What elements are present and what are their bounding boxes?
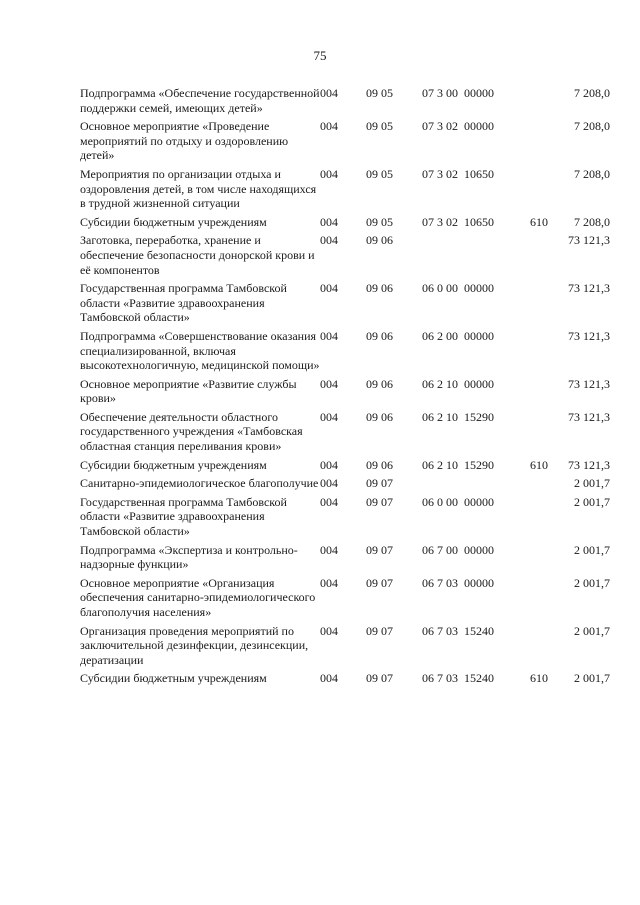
row-amount: 2 001,7 [574,476,610,491]
table-row [80,624,610,668]
row-expense-type: 610 [530,671,548,686]
row-name: Подпрограмма «Обеспечение государственной поддержки семей, имеющих детей» [80,86,320,115]
row-ved-code: 004 [320,166,338,181]
row-ved-code: 004 [320,494,338,509]
row-name: Санитарно-эпидемиологическое благополучие [80,476,319,491]
table-row [80,281,610,325]
row-name: Обеспечение деятельности областного государственного учреждения «Тамбовская областная станция переливания крови» [80,409,303,454]
row-target-code: 06 2 10 00000 [422,376,494,391]
row-section-code: 09 07 [366,542,393,557]
row-target-code: 07 3 02 10650 [422,214,494,229]
row-amount: 2 001,7 [574,671,610,686]
row-amount: 7 208,0 [574,166,610,181]
row-section-code: 09 06 [366,409,393,424]
row-expense-type: 610 [530,214,548,229]
row-ved-code: 004 [320,409,338,424]
table-row [80,215,610,230]
row-name: Субсидии бюджетным учреждениям [80,671,267,686]
table-row [80,377,610,406]
row-target-code: 06 2 10 15290 [422,457,494,472]
row-ved-code: 004 [320,86,338,100]
row-amount: 73 121,3 [568,457,610,472]
row-name: Основное мероприятие «Развитие службы крови» [80,376,297,406]
row-section-code: 09 05 [366,119,393,134]
row-section-code: 09 07 [366,623,393,638]
row-ved-code: 004 [320,457,338,472]
table-row [80,671,610,686]
row-target-code: 06 7 03 00000 [422,575,494,590]
table-row [80,167,610,211]
row-ved-code: 004 [320,328,338,343]
row-amount: 7 208,0 [574,86,610,100]
row-section-code: 09 06 [366,328,393,343]
row-name: Субсидии бюджетным учреждениям [80,214,267,229]
table-row [80,476,610,491]
row-ved-code: 004 [320,376,338,391]
row-name: Организация проведения мероприятий по заключительной дезинфекции, дезинсекции, дератизации [80,623,309,667]
table-row [80,86,610,115]
row-target-code: 06 7 03 15240 [422,671,494,686]
row-section-code: 09 06 [366,281,393,296]
row-section-code: 09 05 [366,166,393,181]
row-ved-code: 004 [320,233,338,248]
row-name: Подпрограмма «Экспертиза и контрольно-надзорные функции» [80,542,298,572]
row-section-code: 09 06 [366,376,393,391]
row-name: Субсидии бюджетным учреждениям [80,457,267,472]
row-target-code: 06 2 10 15290 [422,409,494,424]
row-name: Подпрограмма «Совершенствование оказания специализированной, включая высокотехнологичную, медицинской помощи» [80,328,320,373]
row-target-code: 07 3 02 10650 [422,166,494,181]
row-ved-code: 004 [320,542,338,557]
page-number: 75 [313,48,327,63]
row-expense-type: 610 [530,457,548,472]
row-target-code: 06 0 00 00000 [422,494,494,509]
row-name: Государственная программа Тамбовской области «Развитие здравоохранения Тамбовской области» [80,281,287,325]
row-amount: 73 121,3 [568,409,610,424]
row-amount: 73 121,3 [568,376,610,391]
row-section-code: 09 05 [366,214,393,229]
row-ved-code: 004 [320,575,338,590]
row-target-code: 06 7 00 00000 [422,542,494,557]
table-row [80,495,610,539]
row-amount: 73 121,3 [568,281,610,296]
row-amount: 7 208,0 [574,119,610,134]
row-name: Заготовка, переработка, хранение и обеспечение безопасности донорской крови и её компонентов [80,233,315,277]
table-row [80,458,610,473]
row-ved-code: 004 [320,281,338,296]
row-ved-code: 004 [320,476,338,491]
row-amount: 2 001,7 [574,623,610,638]
row-amount: 73 121,3 [568,233,610,248]
row-name: Основное мероприятие «Организация обеспечения санитарно-эпидемиологического благополучия населения» [80,575,316,619]
table-row [80,410,610,454]
row-section-code: 09 07 [366,494,393,509]
row-name: Государственная программа Тамбовской области «Развитие здравоохранения Тамбовской области» [80,494,287,539]
row-ved-code: 004 [320,214,338,229]
row-ved-code: 004 [320,623,338,638]
row-target-code: 07 3 02 00000 [422,119,494,134]
row-name: Основное мероприятие «Проведение мероприятий по отдыху и оздоровлению детей» [80,119,289,163]
row-amount: 7 208,0 [574,214,610,229]
row-section-code: 09 06 [366,233,393,248]
table-row [80,576,610,620]
row-ved-code: 004 [320,671,338,686]
table-row [80,543,610,572]
row-section-code: 09 07 [366,671,393,686]
row-section-code: 09 07 [366,575,393,590]
row-ved-code: 004 [320,119,338,134]
row-amount: 2 001,7 [574,494,610,509]
row-amount: 73 121,3 [568,328,610,343]
row-section-code: 09 07 [366,476,393,491]
table-row [80,329,610,373]
row-section-code: 09 06 [366,457,393,472]
row-target-code: 06 7 03 15240 [422,623,494,638]
row-amount: 2 001,7 [574,542,610,557]
row-section-code: 09 05 [366,86,393,100]
table-row [80,119,610,163]
table-row [80,233,610,277]
row-amount: 2 001,7 [574,575,610,590]
budget-table [80,86,610,690]
row-target-code: 07 3 00 00000 [422,86,494,100]
row-target-code: 06 0 00 00000 [422,281,494,296]
row-target-code: 06 2 00 00000 [422,328,494,343]
row-name: Мероприятия по организации отдыха и оздоровления детей, в том числе находящихся в трудной жизненной ситуации [80,166,317,211]
